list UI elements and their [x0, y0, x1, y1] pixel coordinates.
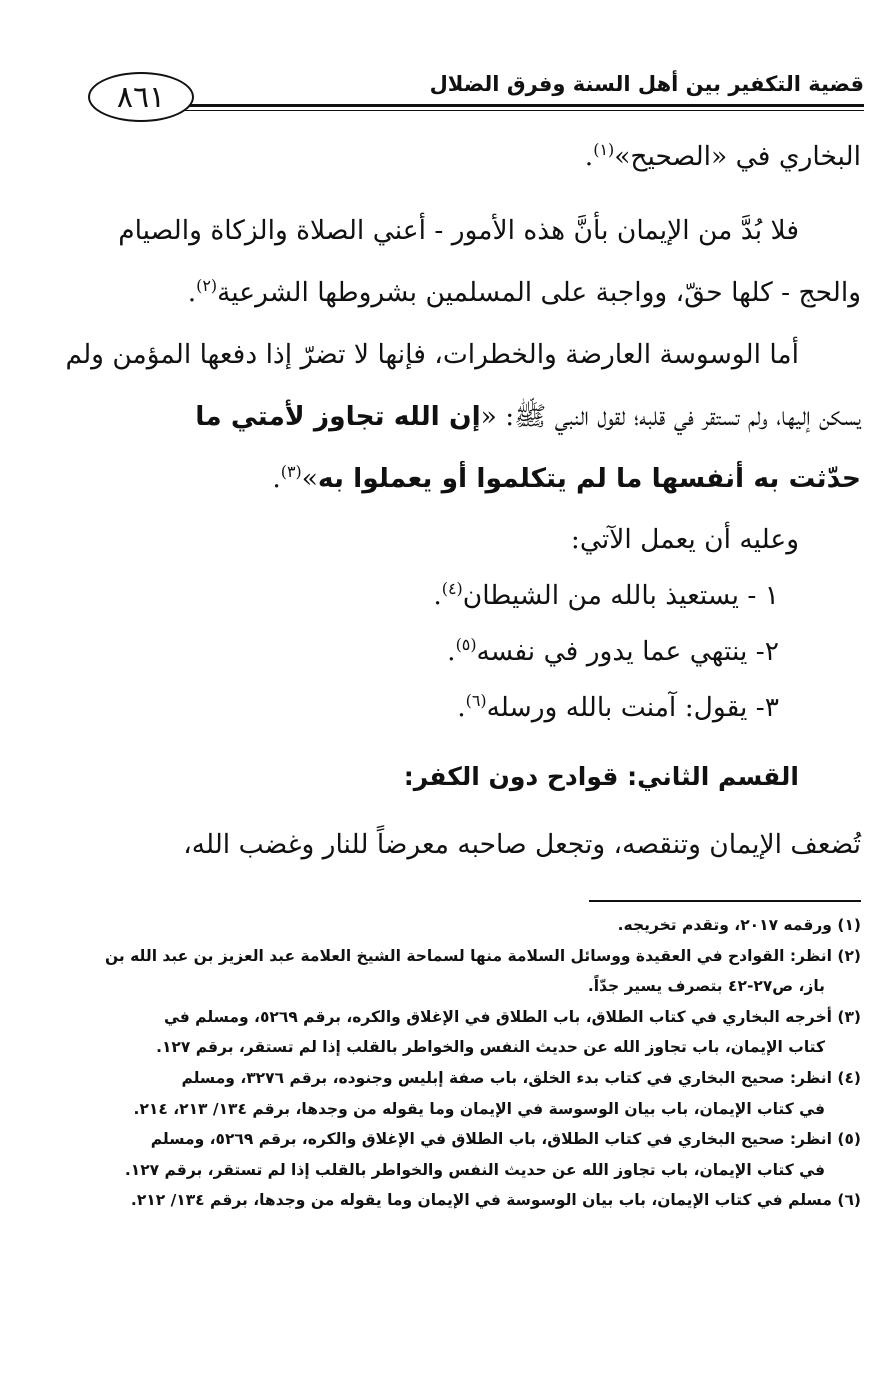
body-line: أما الوسوسة العارضة والخطرات، فإنها لا تضرّ إذا دفعها المؤمن ولم — [65, 339, 799, 370]
list-intro: وعليه أن يعمل الآتي: — [570, 524, 799, 555]
paragraph-4 — [31, 512, 861, 736]
list-item: ١ - يستعيذ بالله من الشيطان$^{(٤)}$. — [433, 579, 779, 611]
paragraph-5 — [31, 814, 861, 876]
body-line: فلا بُدَّ من الإيمان بأنَّ هذه الأمور - أعني الصلاة والزكاة والصيام — [118, 215, 799, 246]
footnote-2: (٢) انظر: القوادح في العقيدة ووسائل السلامة منها لسماحة الشيخ العلامة عبد العزيز بن عبد الله بن باز، ص٢٧-٤٢ بتصرف يسير جدّاً. — [104, 946, 861, 996]
footnote-ref: (٦) — [465, 691, 487, 711]
footnote-number: (١) — [837, 916, 861, 934]
hadith-text: حدّثت به أنفسها ما لم يتكلموا أو يعملوا به — [317, 463, 861, 494]
footnote-3: (٣) أخرجه البخاري في كتاب الطلاق، باب الطلاق في الإغلاق والكره، برقم ٥٢٦٩، ومسلم في كتاب الإيمان، باب تجاوز الله عن حديث النفس والخواطر بالقلب إذا لم تستقر، برقم ١٢٧. — [156, 1007, 861, 1057]
footnote-number: (٥) — [837, 1130, 861, 1149]
body-line: البخاري في «الصحيح»$^{(١)}$. — [584, 140, 861, 172]
list-item: ٢- ينتهي عما يدور في نفسه$^{(٥)}$. — [447, 635, 779, 667]
footnote-ref: (٤) — [441, 579, 463, 599]
footnote-number: (٢) — [837, 946, 861, 965]
footnote-4: (٤) انظر: صحيح البخاري في كتاب بدء الخلق، باب صفة إبليس وجنوده، برقم ٣٢٧٦، ومسلم في كتاب الإيمان، باب بيان الوسوسة في الإيمان وما يقوله من وجدها، برقم ١٣٤/ ٢١٣، ٢١٤. — [133, 1068, 861, 1118]
footnote-ref: (٣) — [280, 462, 302, 482]
paragraph-2 — [31, 200, 861, 324]
list-item: ٣- يقول: آمنت بالله ورسله$^{(٦)}$. — [457, 691, 779, 723]
paragraph-1 — [31, 126, 861, 188]
footnote-1: (١) ورقمه ٢٠١٧، وتقدم تخريجه. — [617, 916, 861, 934]
body-line: حدّثت به أنفسها ما لم يتكلموا أو يعملوا به»$^{(٣)}$. — [272, 462, 861, 494]
page-header — [88, 70, 864, 122]
body-line: تُضعف الإيمان وتنقصه، وتجعل صاحبه معرضاً للنار وغضب الله، — [183, 829, 861, 860]
hadith-text: إن الله تجاوز لأمتي ما — [195, 401, 481, 432]
footnote-separator — [589, 900, 861, 902]
page-number: ٨٦١ — [88, 72, 194, 122]
footnote-ref: (٥) — [455, 635, 477, 655]
footnote-6: (٦) مسلم في كتاب الإيمان، باب بيان الوسوسة في الإيمان وما يقوله من وجدها، برقم ١٣٤/ ٢١٢. — [130, 1191, 861, 1210]
section-heading: القسم الثاني: قوادح دون الكفر: — [403, 762, 799, 791]
footnote-number: (٣) — [837, 1007, 861, 1026]
footnote-5: (٥) انظر: صحيح البخاري في كتاب الطلاق، باب الطلاق في الإغلاق والكره، برقم ٥٢٦٩، ومسلم في كتاب الإيمان، باب تجاوز الله عن حديث النفس والخواطر بالقلب إذا لم تستقر، برقم ١٢٧. — [124, 1130, 861, 1179]
body-line: والحج - كلها حقّ، وواجبة على المسلمين بشروطها الشرعية$^{(٢)}$. — [187, 276, 861, 308]
footnote-ref: (١) — [593, 140, 615, 160]
footnote-number: (٤) — [837, 1068, 861, 1087]
footnote-number: (٦) — [837, 1191, 861, 1210]
footnotes — [23, 910, 861, 1216]
body-line: يسكن إليها، ولم تستقر في قلبه؛ لقول النبي ﷺ: «إن الله تجاوز لأمتي ما — [195, 401, 861, 432]
header-rule-thick — [182, 104, 864, 107]
header-rule-thin — [182, 110, 864, 111]
footnote-ref: (٢) — [196, 276, 218, 296]
running-title: قضية التكفير بين أهل السنة وفرق الضلال — [429, 72, 864, 96]
paragraph-3 — [31, 324, 861, 510]
